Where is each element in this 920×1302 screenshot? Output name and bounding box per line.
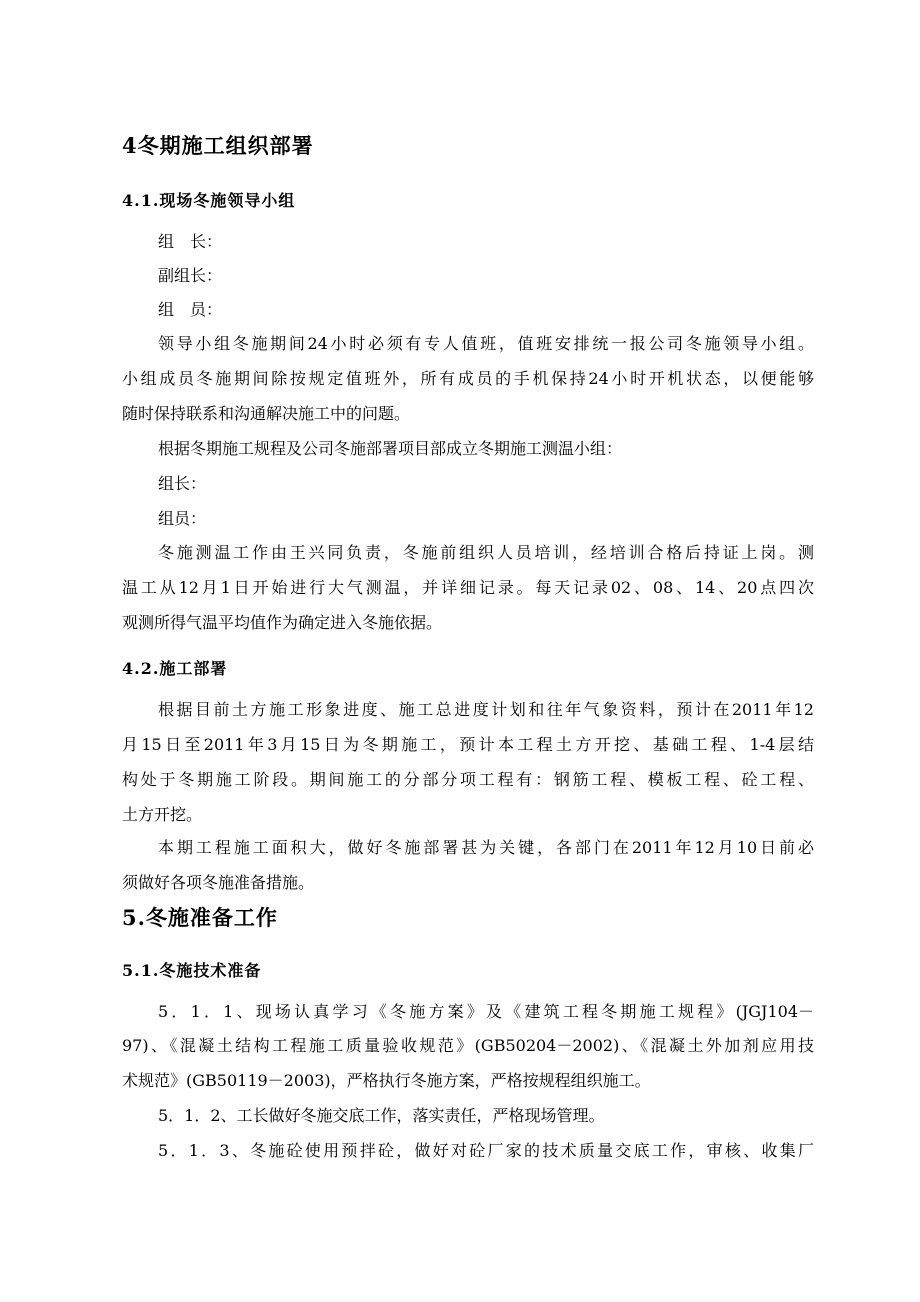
- paragraph-line: 5．1．2、工长做好冬施交底工作，落实责任，严格现场管理。: [158, 1106, 605, 1125]
- paragraph-line: 土方开挖。: [122, 805, 203, 824]
- paragraph-line: 97)、《混凝土结构工程施工质量验收规范》(GB50204－2002)、《混凝土外加剂应用技: [122, 1036, 814, 1055]
- paragraph-line: 5．1．3、冬施砼使用预拌砼，做好对砼厂家的技术质量交底工作，审核、收集厂: [158, 1141, 814, 1160]
- paragraph-line: 本期工程施工面积大，做好冬施部署甚为关键，各部门在2011年12月10日前必: [158, 838, 814, 857]
- paragraph-line: 观测所得气温平均值作为确定进入冬施依据。: [122, 613, 443, 632]
- temp-member-line: 组员：: [158, 509, 207, 528]
- paragraph-line: 小组成员冬施期间除按规定值班外，所有成员的手机保持24小时开机状态，以便能够: [122, 369, 814, 388]
- paragraph-line: 月15日至2011年3月15日为冬期施工，预计本工程土方开挖、基础工程、1-4层结: [122, 735, 814, 754]
- member-line: 组 员：: [158, 300, 223, 319]
- section-4-2-heading: 4.2.施工部署: [122, 659, 228, 678]
- paragraph-line: 冬施测温工作由王兴同负责，冬施前组织人员培训，经培训合格后持证上岗。测: [158, 543, 814, 562]
- paragraph-line: 术规范》(GB50119－2003)，严格执行冬施方案，严格按规程组织施工。: [122, 1071, 651, 1090]
- paragraph-line: 构处于冬期施工阶段。期间施工的分部分项工程有：钢筋工程、模板工程、砼工程、: [122, 770, 814, 789]
- section-4-heading: 4冬期施工组织部署: [122, 133, 314, 158]
- paragraph-line: 根据冬期施工规程及公司冬施部署项目部成立冬期施工测温小组：: [158, 439, 623, 458]
- paragraph-line: 随时保持联系和沟通解决施工中的问题。: [122, 404, 411, 423]
- section-5-1-heading: 5.1.冬施技术准备: [122, 961, 262, 980]
- paragraph-line: 根据目前土方施工形象进度、施工总进度计划和往年气象资料，预计在2011年12: [158, 700, 814, 719]
- temp-leader-line: 组长：: [158, 474, 207, 493]
- section-5-heading: 5.冬施准备工作: [122, 905, 278, 930]
- leader-line: 组 长：: [158, 232, 223, 251]
- paragraph-line: 须做好各项冬施准备措施。: [122, 873, 315, 892]
- section-4-1-heading: 4.1.现场冬施领导小组: [122, 191, 296, 210]
- deputy-leader-line: 副组长：: [158, 266, 223, 285]
- paragraph-line: 领导小组冬施期间24小时必须有专人值班，值班安排统一报公司冬施领导小组。: [158, 334, 814, 353]
- paragraph-line: 5．1．1、现场认真学习《冬施方案》及《建筑工程冬期施工规程》(JGJ104－: [158, 1002, 814, 1021]
- paragraph-line: 温工从12月1日开始进行大气测温，并详细记录。每天记录02、08、14、20点四次: [122, 578, 814, 597]
